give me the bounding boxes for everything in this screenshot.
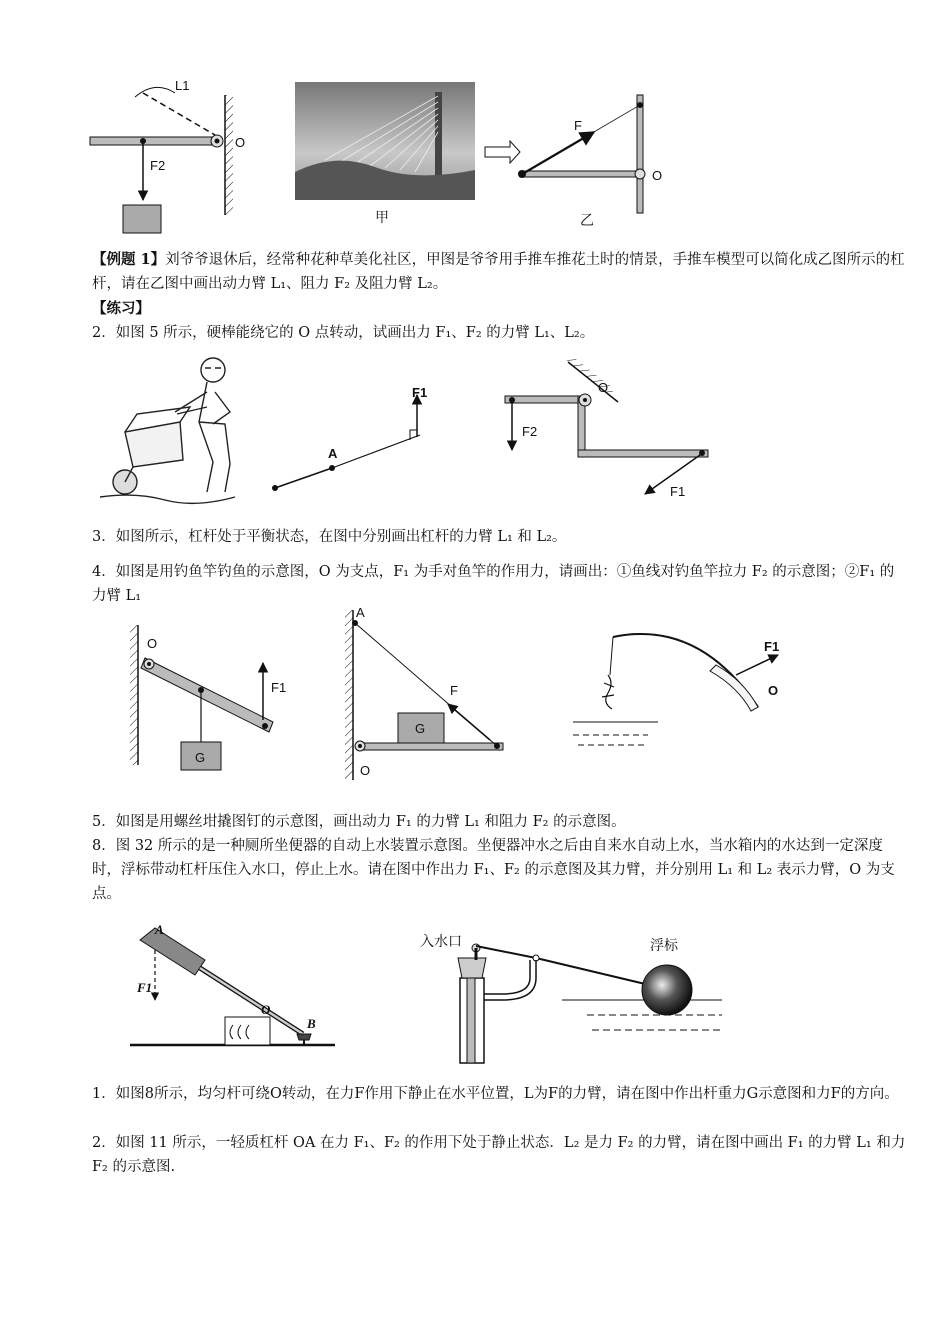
question-5: 5．如图是用螺丝坩撬图钉的示意图，画出动力 F₁ 的力臂 L₁ 和阻力 F₂ 的示意图。: [92, 814, 626, 830]
label-L1: L1: [175, 78, 190, 93]
caption-yi: 乙: [580, 213, 594, 229]
label-A: A: [328, 446, 338, 461]
label-inlet: 入水口: [420, 934, 462, 950]
figure-cart-lever: [482, 85, 672, 235]
question-2b: 2．如图 11 所示，一轻质杠杆 OA 在力 F₁、F₂ 的作用下处于静止状态．L₂ 是力 F₂ 的力臂，请在图中画出 F₁ 的力臂 L₁ 和力 F₂ 的示意图.: [92, 1135, 906, 1175]
label-A: A: [356, 605, 365, 620]
label-G: G: [195, 750, 206, 765]
caption-jia: 甲: [375, 210, 389, 226]
label-O: O: [147, 636, 158, 651]
question-8: 8．图 32 所示的是一种厕所坐便器的自动上水装置示意图。坐便器冲水之后由自来水自动上水，当水箱内的水达到一定深度时，浮标带动杠杆压住入水口，停止上水。请在图中作出力 F₁、F₂ 的示意图及其力臂，并分别用 L₁ 和 L₂ 表示力臂，O 为支点。: [92, 838, 895, 902]
label-float: 浮标: [650, 938, 678, 954]
label-F1: F1: [670, 484, 686, 499]
figure-rod-A: [270, 385, 440, 505]
practice-heading: 【练习】: [92, 300, 150, 317]
question-4: 4．如图是用钓鱼竿钓鱼的示意图，O 为支点，F₁ 为手对鱼竿的作用力，请画出：①鱼线对钓鱼竿拉力 F₂ 的示意图；②F₁ 的力臂 L₁: [92, 564, 895, 604]
question-3: 3．如图所示，杠杆处于平衡状态，在图中分别画出杠杆的力臂 L₁ 和 L₂。: [92, 529, 567, 545]
label-F: F: [574, 118, 582, 133]
figure-lever-G: [125, 620, 305, 780]
label-F: F: [450, 683, 458, 698]
label-O: O: [360, 763, 371, 778]
label-A: A: [155, 922, 164, 937]
label-F1: F1: [412, 385, 428, 400]
figure-lever-wall: [85, 75, 255, 235]
label-O: O: [768, 683, 779, 698]
figure-grandpa-cart: [95, 352, 245, 507]
label-F2: F2: [522, 424, 538, 439]
figure-bridge-photo: [295, 82, 475, 232]
label-O: O: [652, 168, 663, 183]
label-B: B: [307, 1016, 316, 1031]
question-2a: 2．如图 5 所示，硬棒能绕它的 O 点转动，试画出力 F₁、F₂ 的力臂 L₁、L₂。: [92, 325, 595, 341]
label-F1: F1: [137, 980, 153, 995]
label-O: O: [261, 1002, 271, 1017]
figure-fishing-rod: [568, 625, 783, 760]
label-O: O: [235, 135, 246, 150]
figure-bent-rod: [500, 362, 715, 507]
label-G: G: [415, 721, 426, 736]
example-1: 【例题 1】刘爷爷退休后，经常种花种草美化社区，甲图是爷爷用手推车推花土时的情景，手推车模型可以简化成乙图所示的杠杆，请在乙图中画出动力臂 L₁、阻力 F₂ 及阻力臂 L₂。: [92, 251, 905, 292]
label-F2: F2: [150, 158, 166, 173]
figure-screwdriver: [125, 920, 340, 1055]
figure-rope-G: [340, 605, 510, 785]
figure-toilet-float: [412, 920, 732, 1065]
label-F1: F1: [764, 639, 780, 654]
label-O: O: [598, 380, 609, 395]
label-F1: F1: [271, 680, 287, 695]
question-1b: 1．如图8所示，均匀杆可绕O转动，在力F作用下静止在水平位置，L为F的力臂，请在图中作出杆重力G示意图和力F的方向。: [92, 1086, 899, 1102]
